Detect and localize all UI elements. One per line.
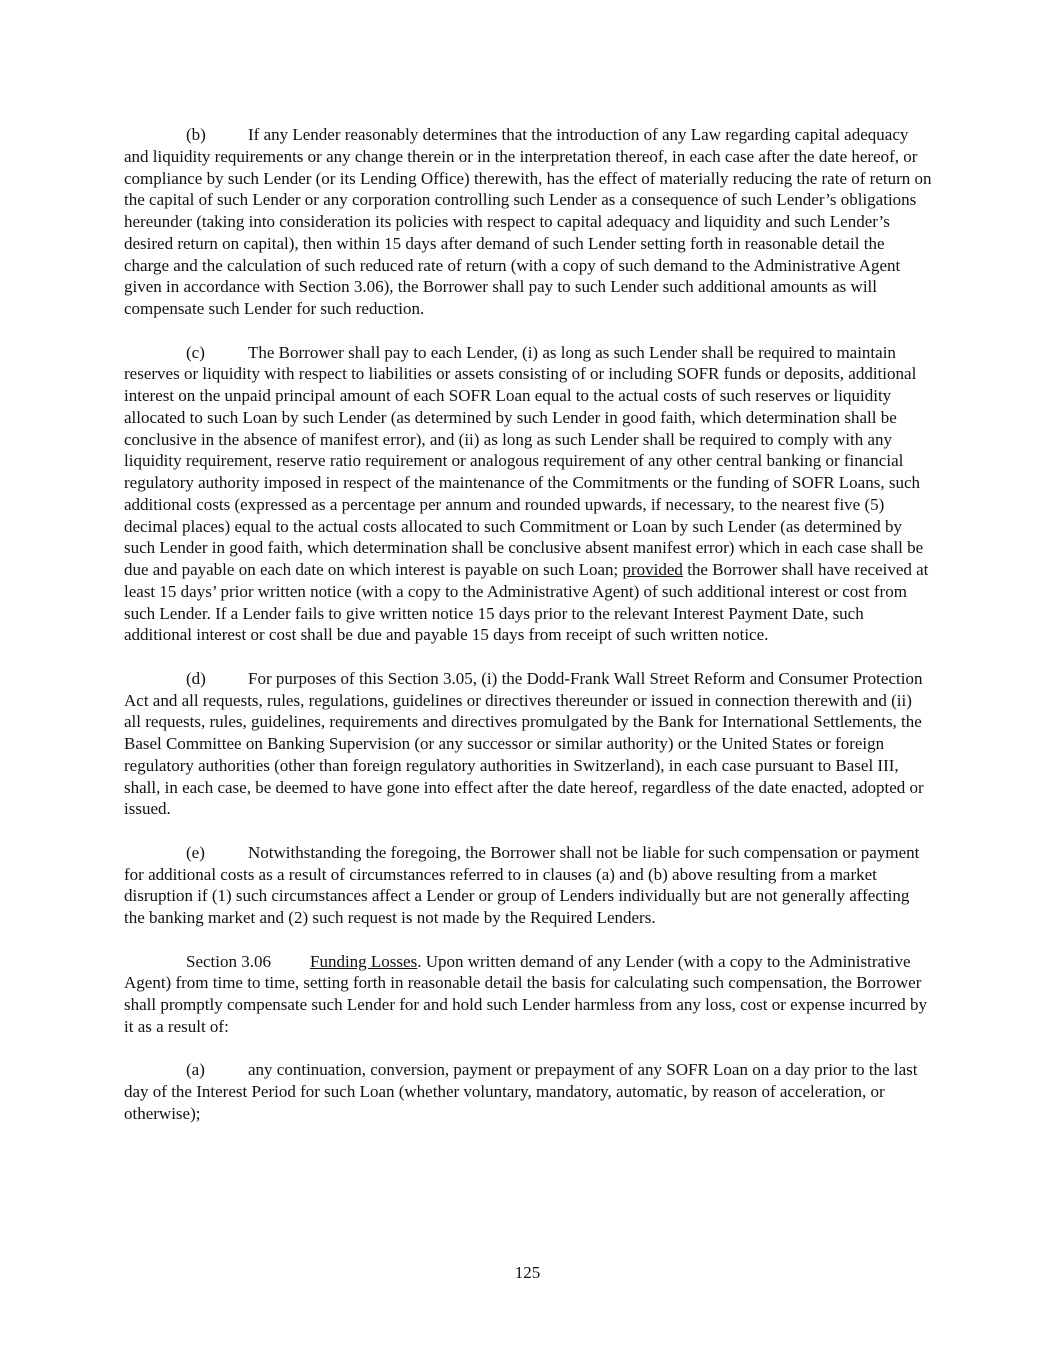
provided-term: provided — [622, 560, 683, 579]
paragraph-text: If any Lender reasonably determines that the introduction of any Law regarding capital adequacy and liquidity requirements or any change therein or in the interpretation thereof, in each case after the date hereof, or compliance by such Lender (or its Lending Office) therewith, has the effect of materially reducing the rate of return on the capital of such Lender or any corporation controlling such Lender as a consequence of such Lender’s obligations hereunder (taking into consideration its policies with respect to capital adequacy and liquidity and such Lender’s desired return on capital), then within 15 days after demand of such Lender setting forth in reasonable detail the charge and the calculation of such reduced rate of return (with a copy of such demand to the Administrative Agent given in accordance with Section 3.06), the Borrower shall pay to such Lender such additional amounts as will compensate such Lender for such reduction. — [124, 125, 932, 318]
paragraph-text-continued: the Borrower shall have received at least 15 days’ prior written notice (with a copy to the Administrative Agent) of such additional interest or cost from such Lender. If a Lender fails to give written notice 15 days prior to the relevant Interest Payment Date, such additional interest or cost shall be due and payable 15 days from receipt of such written notice. — [124, 560, 929, 645]
document-page — [124, 124, 932, 1146]
paragraph-text: For purposes of this Section 3.05, (i) the Dodd-Frank Wall Street Reform and Consumer Protection Act and all requests, rules, regulations, guidelines or directives thereunder or issued in connection therewith and (ii) all requests, rules, guidelines, requirements and directives promulgated by the Bank for International Settlements, the Basel Committee on Banking Supervision (or any successor or similar authority) or the United States or foreign regulatory authorities (other than foreign regulatory authorities in Switzerland), in each case pursuant to Basel III, shall, in each case, be deemed to have gone into effect after the date hereof, regardless of the date enacted, adopted or issued. — [124, 668, 924, 819]
paragraph-label: (d) — [186, 668, 206, 688]
paragraph-d — [124, 668, 932, 820]
paragraph-label: (c) — [186, 342, 205, 362]
section-heading: Funding Losses — [310, 951, 418, 971]
section-3-06 — [124, 951, 932, 1038]
section-text: . Upon written demand of any Lender (with a copy to the Administrative Agent) from time to time, setting forth in reasonable detail the basis for calculating such compensation, the Borrower shall promptly compensate such Lender for and hold such Lender harmless from any loss, cost or expense incurred by it as a result of: — [124, 951, 928, 1036]
paragraph-e — [124, 842, 932, 929]
section-3-06-paragraph-a — [124, 1059, 932, 1124]
page-number: 125 — [514, 1263, 541, 1282]
paragraph-text: Notwithstanding the foregoing, the Borrower shall not be liable for such compensation or payment for additional costs as a result of circumstances referred to in clauses (a) and (b) above resulting from a market disruption if (1) such circumstances affect a Lender or group of Lenders individually but are not generally affecting the banking market and (2) such request is not made by the Required Lenders. — [124, 842, 920, 927]
paragraph-c — [124, 342, 932, 647]
paragraph-b — [124, 124, 932, 320]
section-label: Section 3.06 — [186, 951, 271, 971]
paragraph-text: The Borrower shall pay to each Lender, (i) as long as such Lender shall be required to maintain reserves or liquidity with respect to liabilities or assets consisting of or including SOFR funds or deposits, additional interest on the unpaid principal amount of each SOFR Loan equal to the actual costs of such reserves or liquidity allocated to such Loan by such Lender (as determined by such Lender in good faith, which determination shall be conclusive in the absence of manifest error), and (ii) as long as such Lender shall be required to comply with any liquidity requirement, reserve ratio requirement or analogous requirement of any other central banking or financial regulatory authority imposed in respect of the maintenance of the Commitments or the funding of SOFR Loans, such additional costs (expressed as a percentage per annum and rounded upwards, if necessary, to the nearest five (5) decimal places) equal to the actual costs allocated to such Commitment or Loan by such Lender (as determined by such Lender in good faith, which determination shall be conclusive absent manifest error) which in each case shall be due and payable on each date on which interest is payable on such Loan; — [124, 342, 924, 579]
paragraph-label: (e) — [186, 842, 205, 862]
paragraph-text: any continuation, conversion, payment or prepayment of any SOFR Loan on a day prior to the last day of the Interest Period for such Loan (whether voluntary, mandatory, automatic, by reason of acceleration, or otherwise); — [124, 1060, 918, 1123]
paragraph-label: (a) — [186, 1060, 205, 1080]
paragraph-label: (b) — [186, 125, 206, 144]
